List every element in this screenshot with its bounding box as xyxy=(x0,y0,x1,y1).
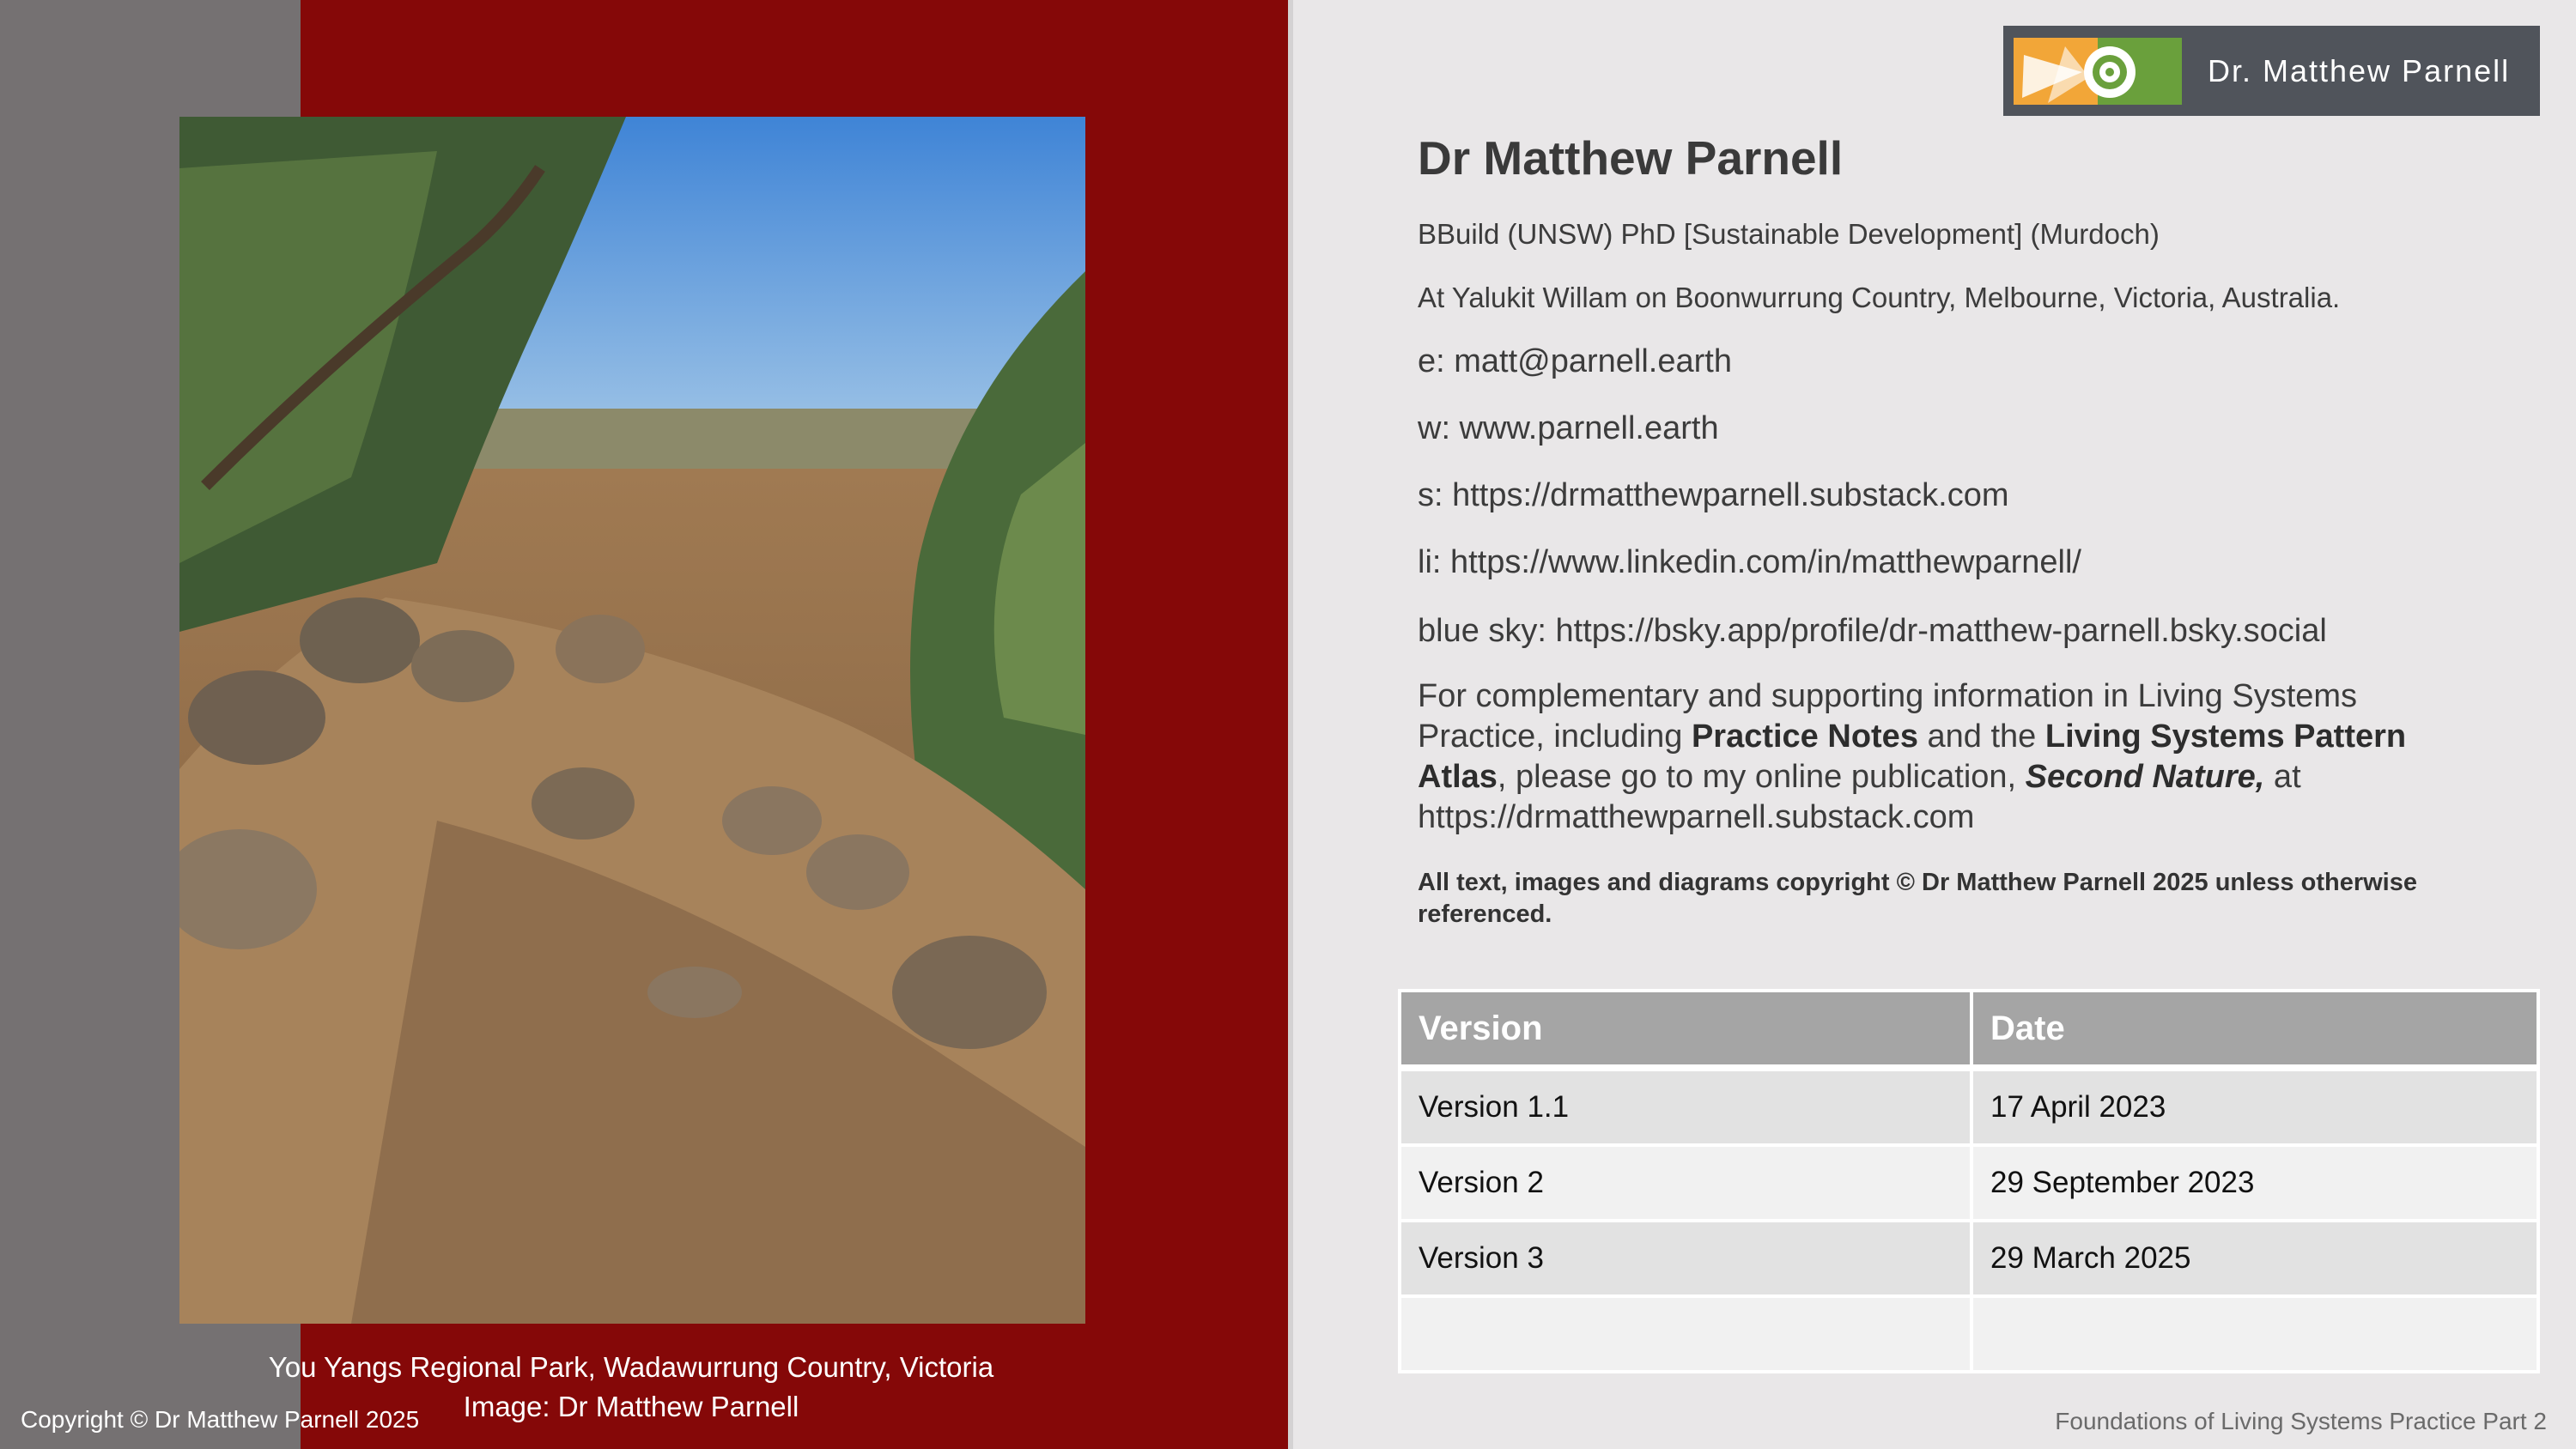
website-link[interactable]: w: www.parnell.earth xyxy=(1418,410,1719,446)
info-text-4: at https://drmatthewparnell.substack.com xyxy=(1418,759,2301,835)
table-row xyxy=(1400,1221,2538,1296)
table-cell-date: 29 September 2023 xyxy=(1971,1145,2538,1221)
qualifications: BBuild (UNSW) PhD [Sustainable Development] (Murdoch) xyxy=(1418,218,2160,250)
nautilus-logo-icon xyxy=(2014,38,2182,105)
table-header-date: Date xyxy=(1971,991,2538,1068)
logo-text: Dr. Matthew Parnell xyxy=(2208,52,2511,88)
photo-caption-location: You Yangs Regional Park, Wadawurrung Country, Victoria xyxy=(268,1351,994,1383)
author-name: Dr Matthew Parnell xyxy=(1418,131,1844,185)
info-practice-notes: Practice Notes xyxy=(1691,718,1918,755)
table-cell-date: 17 April 2023 xyxy=(1971,1068,2538,1145)
info-text-1: For complementary and supporting information in Living Systems Practice, including xyxy=(1418,678,2358,755)
substack-link[interactable]: s: https://drmatthewparnell.substack.com xyxy=(1418,477,2009,513)
left-copyright: Copyright © Dr Matthew Parnell 2025 xyxy=(21,1406,420,1433)
photo-caption-credit: Image: Dr Matthew Parnell xyxy=(463,1391,799,1422)
version-table xyxy=(1398,989,2540,1373)
table-cell-version: Version 2 xyxy=(1400,1145,1971,1221)
location: At Yalukit Willam on Boonwurrung Country, Melbourne, Victoria, Australia. xyxy=(1418,282,2341,313)
info-text-3: , please go to my online publication, xyxy=(1497,759,2026,795)
email-link[interactable]: e: matt@parnell.earth xyxy=(1418,343,1732,379)
table-row xyxy=(1400,1145,2538,1221)
table-cell-version: Version 3 xyxy=(1400,1221,1971,1296)
trail-photo xyxy=(179,117,1085,1324)
table-cell-date: 29 March 2025 xyxy=(1971,1221,2538,1296)
panel-divider xyxy=(1288,0,1293,1449)
copyright-notice: All text, images and diagrams copyright © Dr Matthew Parnell 2025 unless otherwise referenced. xyxy=(1418,869,2417,928)
info-paragraph xyxy=(1418,676,2491,838)
brand-logo xyxy=(2003,26,2540,116)
table-cell-date xyxy=(1971,1296,2538,1372)
info-text-2: and the xyxy=(1917,718,2045,755)
table-cell-version xyxy=(1400,1296,1971,1372)
linkedin-link[interactable]: li: https://www.linkedin.com/in/matthewparnell/ xyxy=(1418,544,2081,580)
table-row xyxy=(1400,1068,2538,1145)
table-header-version: Version xyxy=(1400,991,1971,1068)
table-cell-version: Version 1.1 xyxy=(1400,1068,1971,1145)
bluesky-link[interactable]: blue sky: https://bsky.app/profile/dr-matthew-parnell.bsky.social xyxy=(1418,613,2327,649)
info-pattern-atlas: Living Systems Pattern Atlas xyxy=(1418,718,2407,795)
info-second-nature: Second Nature, xyxy=(2025,759,2265,795)
slide-footer: Foundations of Living Systems Practice Part 2 xyxy=(2055,1408,2547,1434)
table-row xyxy=(1400,1296,2538,1372)
